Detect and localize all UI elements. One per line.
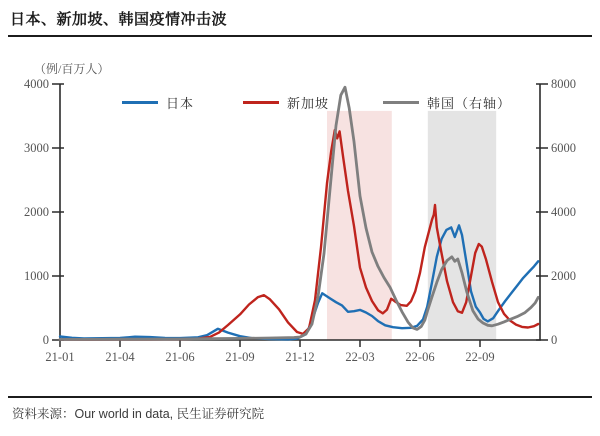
left-tick-label: 1000	[24, 269, 49, 283]
left-tick-label: 0	[42, 333, 49, 347]
singapore-wave-highlight-band	[327, 111, 392, 340]
left-tick-label: 2000	[24, 205, 49, 219]
x-tick-label: 21-09	[225, 350, 255, 364]
left-tick-label: 4000	[24, 77, 49, 91]
page-title: 日本、新加坡、韩国疫情冲击波	[10, 11, 228, 28]
x-tick-label: 21-06	[165, 350, 195, 364]
right-tick-label: 6000	[551, 141, 576, 155]
legend-item-japan	[122, 93, 194, 112]
right-tick-label: 2000	[551, 269, 576, 283]
right-tick-label: 8000	[551, 77, 576, 91]
x-tick-label: 22-06	[405, 350, 435, 364]
korea-line-swatch	[383, 101, 419, 104]
legend-label-korea: 韩国（右轴）	[427, 96, 512, 111]
right-tick-label: 0	[551, 333, 558, 347]
x-tick-label: 21-04	[105, 350, 135, 364]
japan-line-swatch	[122, 101, 158, 104]
data-source-note: 资料来源：Our world in data, 民生证券研究院	[12, 407, 265, 421]
x-tick-label: 21-01	[45, 350, 75, 364]
legend-item-singapore	[243, 93, 329, 112]
korea-wave-highlight-band	[428, 111, 496, 340]
footer-rule	[8, 396, 592, 398]
x-tick-label: 22-09	[465, 350, 495, 364]
x-tick-label: 22-03	[345, 350, 375, 364]
legend-item-korea	[383, 93, 511, 112]
legend-label-japan: 日本	[166, 96, 195, 111]
x-tick-label: 21-12	[285, 350, 315, 364]
right-tick-label: 4000	[551, 205, 576, 219]
legend-label-singapore: 新加坡	[287, 96, 330, 111]
singapore-line-swatch	[243, 101, 279, 104]
left-tick-label: 3000	[24, 141, 49, 155]
y-axis-unit-label: （例/百万人）	[34, 62, 110, 76]
